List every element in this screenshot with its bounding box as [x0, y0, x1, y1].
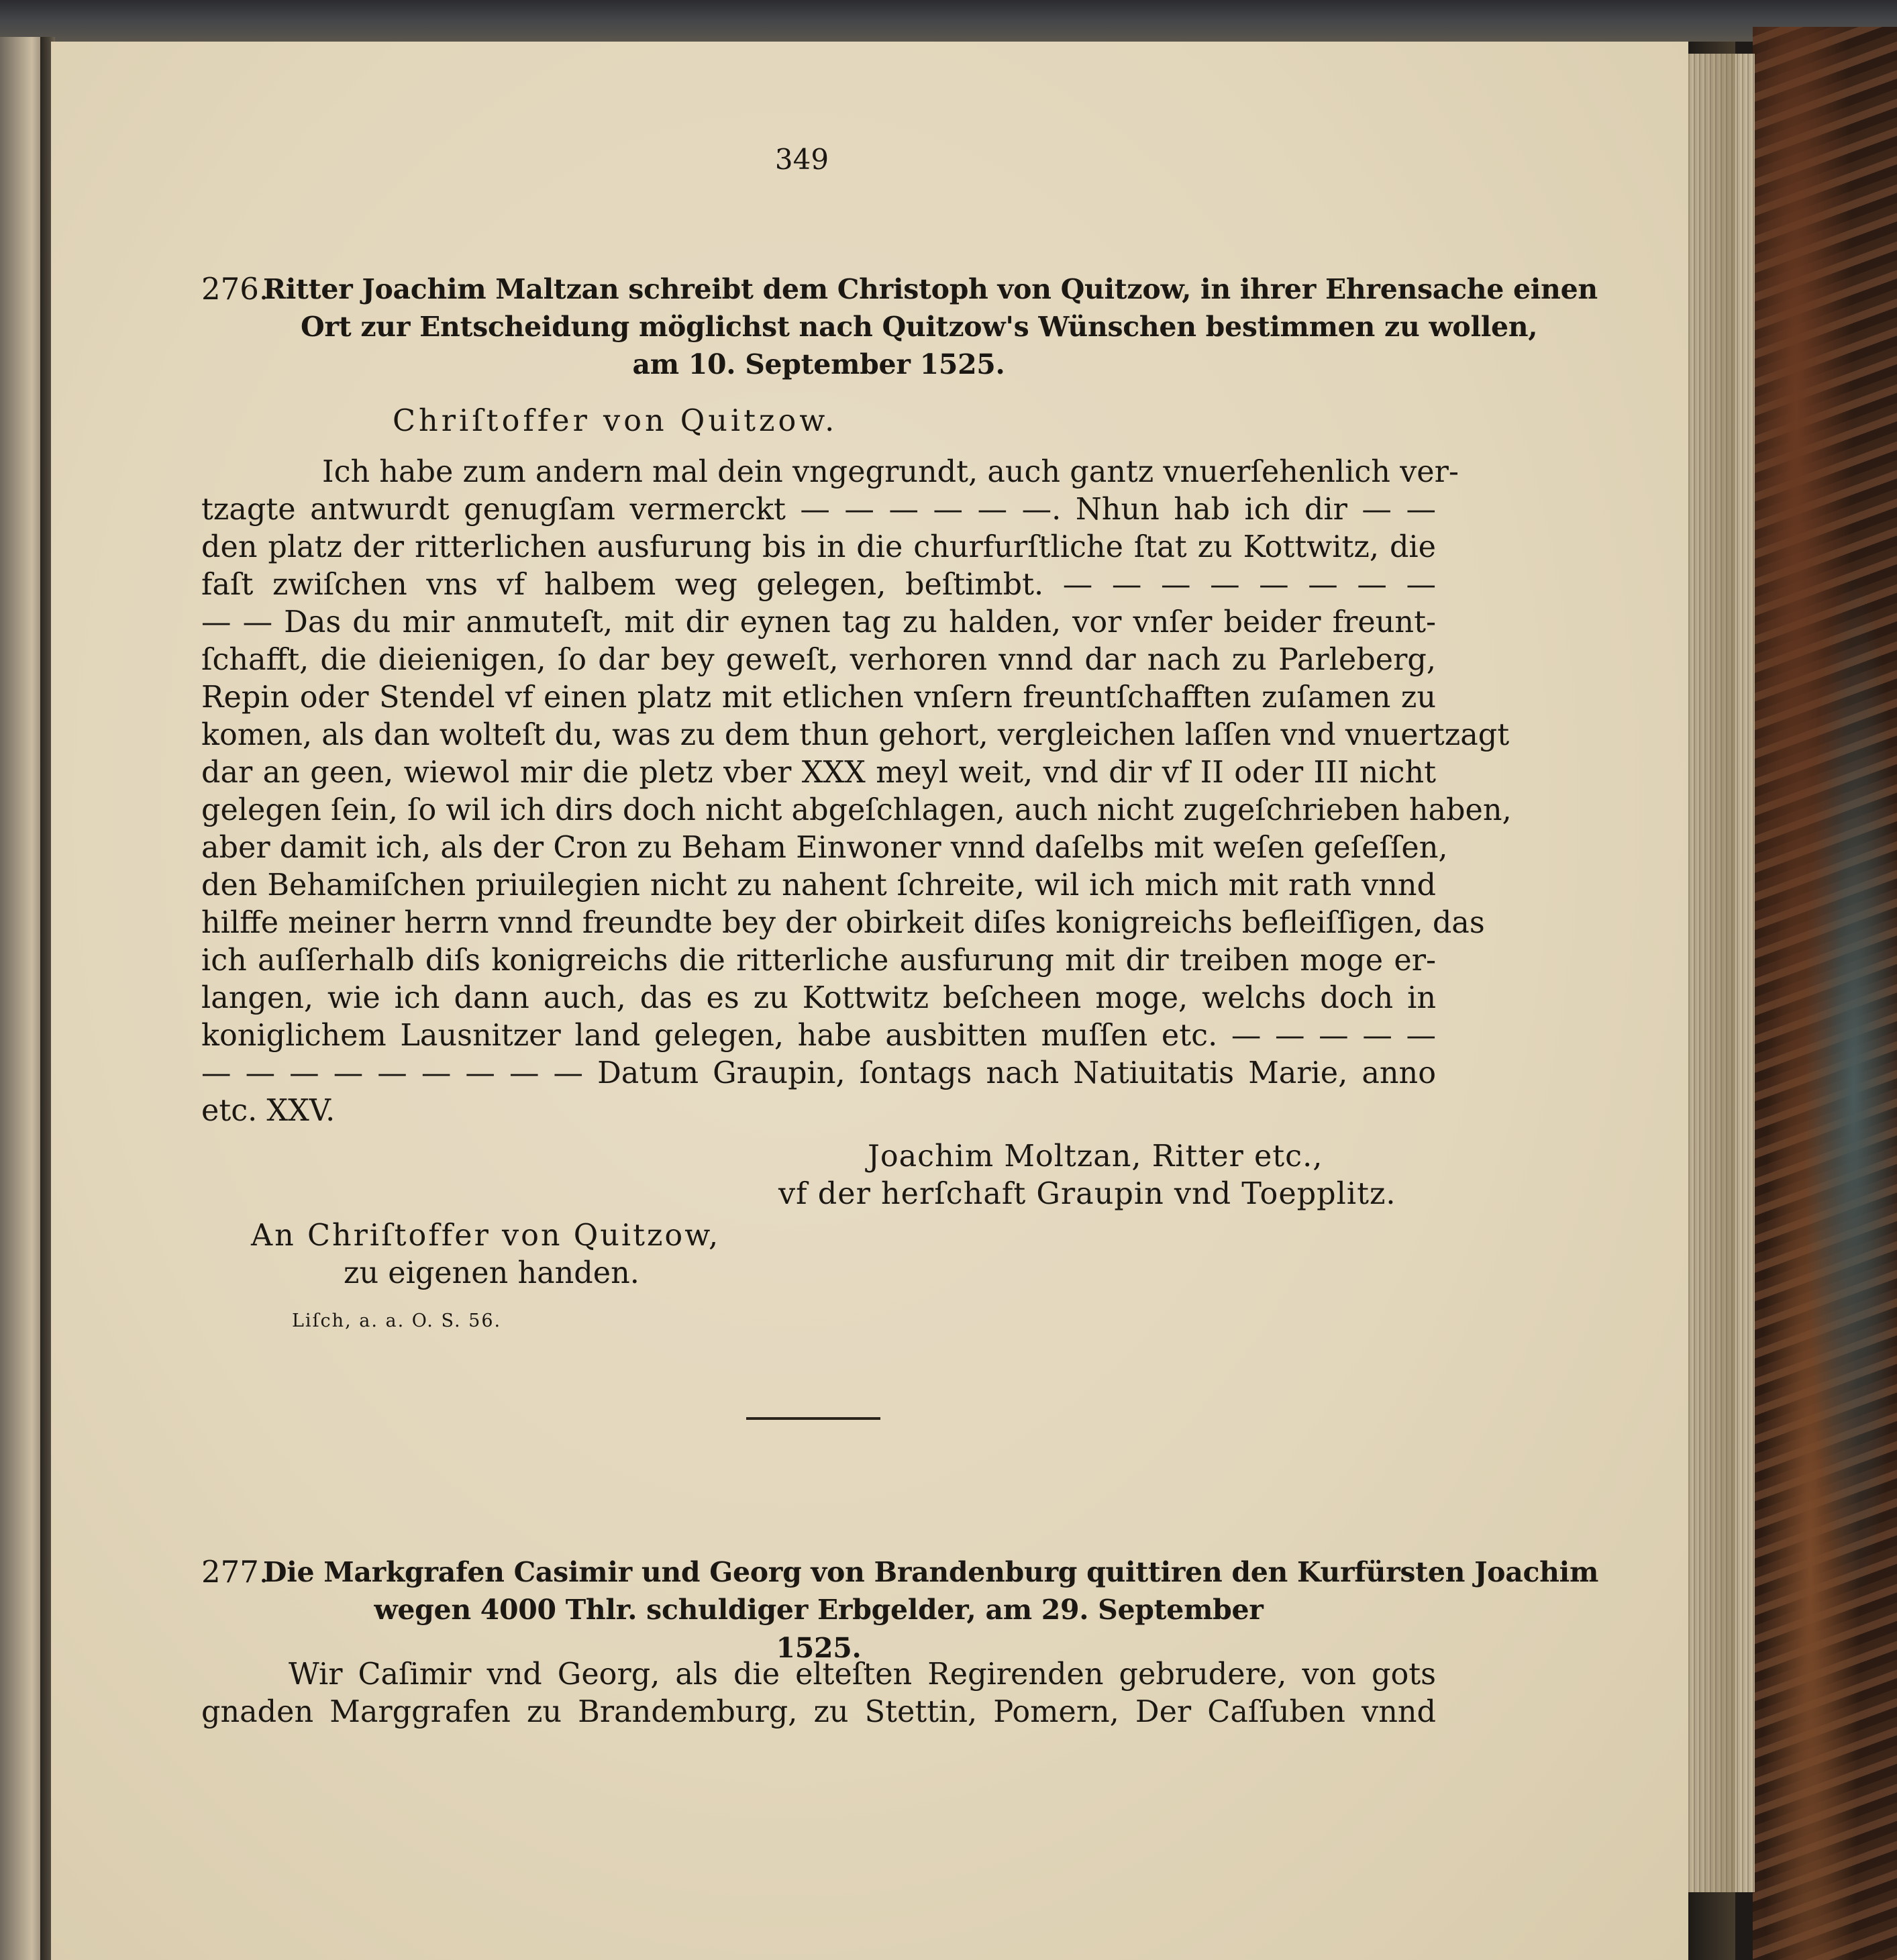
doc-277-heading-line-2: wegen 4000 Thlr. schuldiger Erbgelder, am 29. September 1525.: [374, 1594, 1264, 1664]
doc-276-body-line-15: langen, wie ich dann auch, das es zu Kottwitz beſcheen moge, welchs doch in: [201, 981, 1436, 1015]
scan-background-top: [0, 0, 1897, 42]
page-edge-shadow: [1688, 42, 1735, 1960]
doc-276-salutation: Chriſtoffer von Quitzow.: [393, 404, 838, 438]
doc-276-body-line-16: koniglichem Lausnitzer land gelegen, habe ausbitten muſſen etc. — — — — —: [201, 1019, 1436, 1053]
doc-276-address-note: zu eigenen handen.: [344, 1256, 639, 1290]
doc-276-body-line-1: Ich habe zum andern mal dein vngegrundt, auch gantz vnuerſehenlich ver-: [322, 455, 1459, 489]
doc-276-body-line-7: Repin oder Stendel vf einen platz mit etlichen vnſern freuntſchafften zuſamen zu: [201, 680, 1436, 715]
doc-276-body-line-2: tzagte antwurdt genugſam vermerckt — — — — — —. Nhun hab ich dir — —: [201, 493, 1436, 527]
doc-276-body-line-10: gelegen ſein, ſo wil ich dirs doch nicht abgeſchlagen, auch nicht zugeſchrieben haben,: [201, 793, 1512, 827]
doc-276-body-line-6: ſchafft, die dieienigen, ſo dar bey geweſt, verhoren vnnd dar nach zu Parleberg,: [201, 643, 1436, 677]
doc-276-heading-line-1: Ritter Joachim Maltzan schreibt dem Christoph von Quitzow, in ihrer Ehrensache einen: [263, 273, 1598, 305]
doc-276-heading-line-2: Ort zur Entscheidung möglichst nach Quitzow's Wünschen bestimmen zu wollen,: [301, 311, 1538, 343]
doc-276-signature-place: vf der herſchaft Graupin vnd Toepplitz.: [778, 1177, 1396, 1211]
doc-276-address: An Chriſtoffer von Quitzow,: [251, 1219, 721, 1253]
doc-276-number: 276.: [201, 271, 269, 307]
doc-276-signature-name: Joachim Moltzan, Ritter etc.,: [868, 1139, 1323, 1174]
left-page-edge: [0, 37, 46, 1960]
doc-276-body-line-5: — — Das du mir anmuteſt, mit dir eynen tag zu halden, vor vnſer beider freunt-: [201, 605, 1436, 639]
doc-276-body-line-3: den platz der ritterlichen ausfurung bis in die churfurſtliche ſtat zu Kottwitz, die: [201, 530, 1436, 564]
doc-276-heading-date: am 10. September 1525.: [632, 348, 1005, 380]
doc-276-body-line-12: den Behamiſchen priuilegien nicht zu nahent ſchreite, wil ich mich mit rath vnnd: [201, 868, 1436, 902]
marbled-cover: [1753, 27, 1897, 1960]
doc-277-body-line-2: gnaden Marggrafen zu Brandemburg, zu Stettin, Pomern, Der Caſſuben vnnd: [201, 1695, 1436, 1729]
doc-276-body-line-11: aber damit ich, als der Cron zu Beham Einwoner vnnd daſelbs mit weſen geſeſſen,: [201, 831, 1448, 865]
doc-277-body-line-1: Wir Caſimir vnd Georg, als die elteſten Regirenden gebrudere, von gots: [289, 1657, 1436, 1692]
doc-276-body-line-13: hilffe meiner herrn vnnd freundte bey der obirkeit diſes konigreichs befleiſſigen, das: [201, 906, 1485, 940]
page-number: 349: [774, 143, 829, 176]
doc-276-body-line-14: ich auſſerhalb diſs konigreichs die ritterliche ausfurung mit dir treiben moge er-: [201, 943, 1436, 978]
doc-276-body-line-9: dar an geen, wiewol mir die pletz vber XXX meyl weit, vnd dir vf II oder III nicht: [201, 756, 1436, 790]
doc-276-body-line-8: komen, als dan wolteſt du, was zu dem thun gehort, vergleichen laſſen vnd vnuertzagt: [201, 718, 1510, 752]
doc-276-body-line-4: faſt zwiſchen vns vf halbem weg gelegen, beſtimbt. — — — — — — — —: [201, 568, 1436, 602]
doc-276-source: Liſch, a. a. O. S. 56.: [292, 1310, 502, 1331]
doc-276-body-line-17: — — — — — — — — — Datum Graupin, ſontags nach Natiuitatis Marie, anno: [201, 1056, 1436, 1090]
section-divider: [746, 1417, 880, 1420]
doc-277-heading-line-1: Die Markgrafen Casimir und Georg von Brandenburg quittiren den Kurfürsten Joachim: [263, 1556, 1599, 1588]
doc-277-number: 277.: [201, 1554, 269, 1590]
doc-276-body-line-18: etc. XXV.: [201, 1094, 336, 1128]
